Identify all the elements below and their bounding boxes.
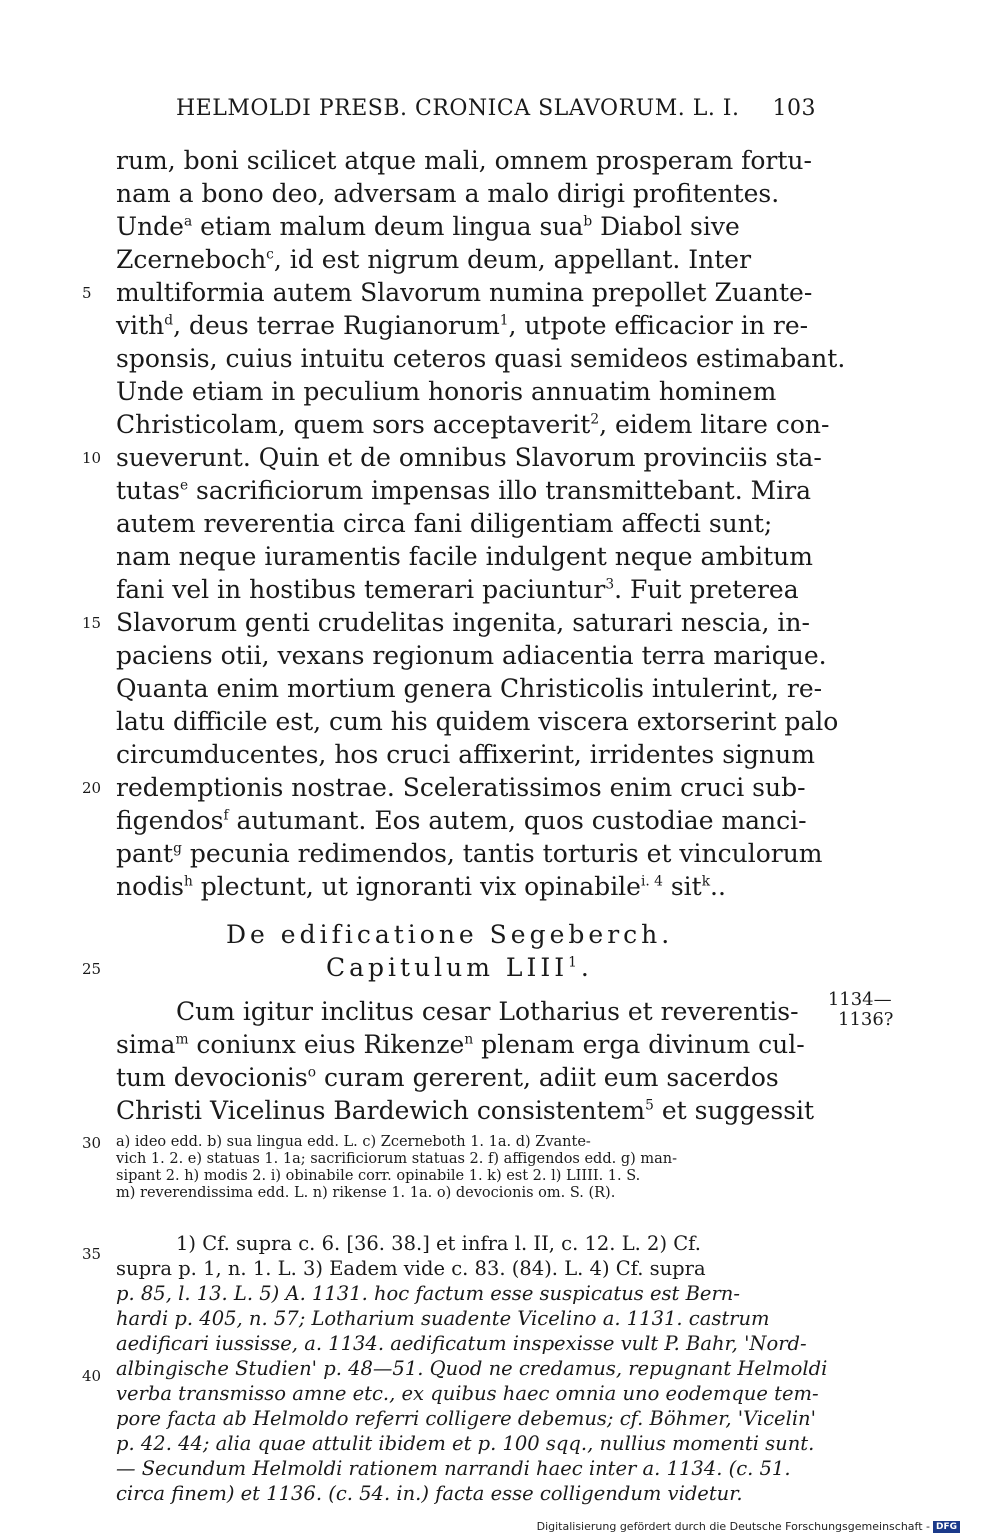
line-number: 15	[82, 614, 102, 632]
note-marker: h	[183, 873, 193, 890]
margin-date-end: 1136?	[838, 1009, 894, 1030]
margin-date	[826, 990, 893, 1030]
line-number: 20	[82, 779, 102, 797]
line-number: 30	[82, 1134, 102, 1152]
note-marker: i. 4	[640, 873, 663, 890]
variant-note-line: m) reverendissima edd. L. n) rikense 1. 1a. o) devocionis om. S. (R).	[116, 1185, 616, 1201]
chapter-subheading: Capitulum LIII$^1$.	[326, 953, 593, 982]
note-marker: k	[701, 873, 711, 890]
text-line: tutas$^e$ sacrificiorum impensas illo transmittebant. Mira	[116, 476, 812, 505]
text-line: latu difficile est, cum his quidem viscera extorserint palo	[116, 707, 839, 736]
text-line: sueverunt. Quin et de omnibus Slavorum provinciis sta-	[116, 443, 822, 472]
text-line: Slavorum genti crudelitas ingenita, saturari nescia, in-	[116, 608, 810, 637]
note-marker: a	[183, 213, 193, 230]
footnote-marker: 1	[499, 312, 509, 329]
footnote-line: supra p. 1, n. 1. L. 3) Eadem vide c. 83. (84). L. 4) Cf. supra	[116, 1257, 706, 1280]
text-line: multiformia autem Slavorum numina prepollet Zuante-	[116, 278, 813, 307]
footnote-line: hardi p. 405, n. 57; Lotharium suadente Vicelino a. 1131. castrum	[116, 1307, 770, 1330]
line-number: 10	[82, 449, 102, 467]
note-marker: b	[583, 213, 593, 230]
text-line: Unde etiam in peculium honoris annuatim hominem	[116, 377, 777, 406]
text-line: sponsis, cuius intuitu ceteros quasi semideos estimabant.	[116, 344, 846, 373]
footnote-marker: 5	[645, 1097, 654, 1114]
note-marker: f	[223, 807, 229, 824]
digitization-credit-text: Digitalisierung gefördert durch die Deutsche Forschungsgemeinschaft -	[536, 1520, 930, 1533]
note-marker: n	[464, 1031, 474, 1048]
footnote-line: 1) Cf. supra c. 6. [36. 38.] et infra l. II, c. 12. L. 2) Cf.	[176, 1232, 701, 1255]
text-line: circumducentes, hos cruci affixerint, irridentes signum	[116, 740, 815, 769]
footnote-line: pore facta ab Helmoldo referri colligere debemus; cf. Böhmer, 'Vicelin'	[116, 1407, 816, 1430]
text-line: tum devocionis$^o$ curam gererent, adiit eum sacerdos	[116, 1063, 779, 1092]
text-line: fani vel in hostibus temerari paciuntur$^3$. Fuit preterea	[116, 575, 799, 604]
variant-note-line: vich 1. 2. e) statuas 1. 1a; sacrificiorum statuas 2. f) affigendos edd. g) man-	[116, 1151, 678, 1167]
margin-date-start: 1134—	[827, 989, 892, 1010]
text-line: Christicolam, quem sors acceptaverit$^2$, eidem litare con-	[116, 410, 830, 439]
dfg-logo: DFG	[933, 1521, 960, 1533]
text-line: nam neque iuramentis facile indulgent neque ambitum	[116, 542, 813, 571]
variant-note-line: a) ideo edd. b) sua lingua edd. L. c) Zcerneboth 1. 1a. d) Zvante-	[116, 1134, 591, 1150]
note-marker: m	[175, 1031, 189, 1048]
text-line: Cum igitur inclitus cesar Lotharius et reverentis-	[176, 997, 799, 1026]
note-marker: o	[307, 1064, 317, 1081]
variant-note-line: sipant 2. h) modis 2. i) obinabile corr. opinabile 1. k) est 2. l) LIIII. 1. S.	[116, 1168, 641, 1184]
text-line: Quanta enim mortium genera Christicolis intulerint, re-	[116, 674, 823, 703]
text-line: redemptionis nostrae. Sceleratissimos enim cruci sub-	[116, 773, 806, 802]
digitization-credit	[537, 1520, 960, 1533]
text-line: figendos$^f$ autumant. Eos autem, quos custodiae manci-	[116, 806, 807, 835]
text-line: Christi Vicelinus Bardewich consistentem$^5$ et suggessit	[116, 1096, 815, 1125]
text-line: nam a bono deo, adversam a malo dirigi profitentes.	[116, 179, 780, 208]
footnote-line: verba transmisso amne etc., ex quibus haec omnia uno eodemque tem-	[116, 1382, 819, 1405]
footnote-line: p. 85, l. 13. L. 5) A. 1131. hoc factum esse suspicatus est Bern-	[116, 1282, 740, 1305]
line-number: 5	[82, 284, 92, 302]
text-line: sima$^m$ coniunx eius Rikenze$^n$ plenam erga divinum cul-	[116, 1030, 805, 1059]
footnote-line: albingische Studien' p. 48—51. Quod ne credamus, repugnant Helmoldi	[116, 1357, 828, 1380]
footnote-line: — Secundum Helmoldi rationem narrandi haec inter a. 1134. (c. 51.	[116, 1457, 791, 1480]
text-line: Zcerneboch$^c$, id est nigrum deum, appellant. Inter	[116, 245, 752, 274]
note-marker: g	[173, 840, 182, 857]
chapter-heading: De edificatione Segeberch.	[226, 920, 674, 949]
line-number: 40	[82, 1367, 102, 1385]
footnote-line: circa finem) et 1136. (c. 54. in.) facta esse colligendum videtur.	[116, 1482, 743, 1505]
text-line: vith$^d$, deus terrae Rugianorum$^1$, utpote efficacior in re-	[116, 311, 809, 340]
footnote-marker: 1	[568, 954, 581, 971]
text-line: Unde$^a$ etiam malum deum lingua sua$^b$ Diabol sive	[116, 212, 740, 241]
running-header	[176, 96, 816, 121]
text-line: paciens otii, vexans regionum adiacentia terra marique.	[116, 641, 827, 670]
footnote-line: aedificari iussisse, a. 1134. aedificatum inspexisse vult P. Bahr, 'Nord-	[116, 1332, 807, 1355]
text-line: pant$^g$ pecunia redimendos, tantis torturis et vinculorum	[116, 839, 823, 868]
footnote-line: p. 42. 44; alia quae attulit ibidem et p. 100 sqq., nullius momenti sunt.	[116, 1432, 815, 1455]
footnote-marker: 2	[590, 411, 600, 428]
text-line: rum, boni scilicet atque mali, omnem prosperam fortu-	[116, 146, 812, 175]
note-marker: e	[179, 477, 189, 494]
line-number: 25	[82, 960, 102, 978]
footnote-marker: 3	[605, 576, 615, 593]
page-number: 103	[772, 96, 816, 121]
note-marker: d	[164, 312, 174, 329]
text-line: autem reverentia circa fani diligentiam affecti sunt;	[116, 509, 773, 538]
note-marker: c	[266, 246, 274, 263]
running-header-title: HELMOLDI PRESB. CRONICA SLAVORUM. L. I.	[176, 96, 740, 121]
line-number: 35	[82, 1245, 102, 1263]
text-line: nodis$^h$ plectunt, ut ignoranti vix opinabile$^{i. 4}$ sit$^k$..	[116, 872, 726, 901]
